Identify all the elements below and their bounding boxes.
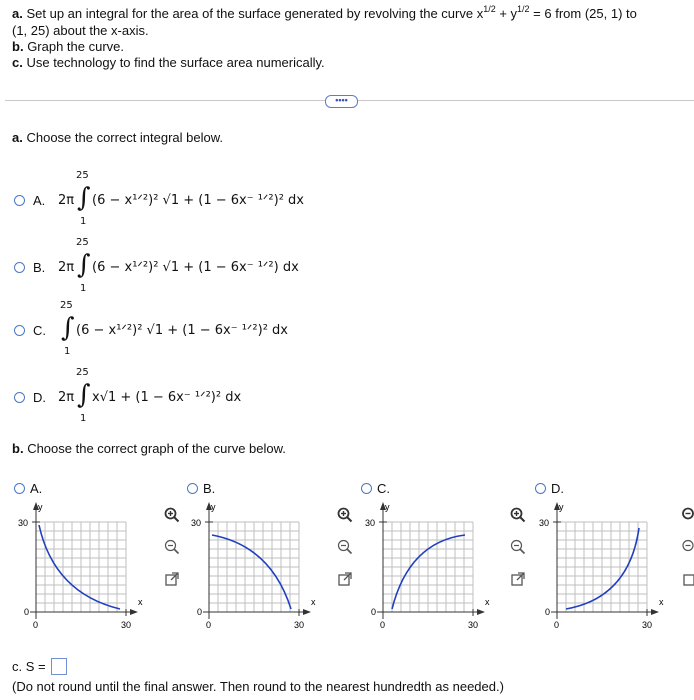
- x-tick-0: 0: [380, 620, 386, 630]
- graph-c: [365, 498, 505, 633]
- y-tick-0: 0: [197, 607, 203, 617]
- question-part-a: a. Set up an integral for the area of the surface generated by revolving the curve $x^{1/2} + y^{1/2} = 6$ from (25, 1) to: [12, 4, 637, 21]
- x-tick-30: 30: [468, 620, 479, 630]
- radio-option-d[interactable]: [14, 392, 25, 403]
- option-a-lower-limit: 1: [80, 216, 87, 227]
- radio-option-c[interactable]: [14, 325, 25, 336]
- option-d-integrand: x√1 + (1 − 6x⁻ ¹ᐟ²)² dx: [92, 390, 242, 405]
- popout-icon[interactable]: [337, 571, 353, 587]
- x-axis-label: x: [311, 597, 316, 607]
- zoom-in-icon[interactable]: [164, 507, 180, 523]
- x-tick-30: 30: [121, 620, 132, 630]
- option-b-letter: B.: [33, 260, 46, 275]
- x-tick-30: 30: [642, 620, 653, 630]
- option-b-upper-limit: 25: [76, 237, 89, 248]
- x-tick-0: 0: [206, 620, 212, 630]
- zoom-out-icon[interactable]: [510, 539, 526, 555]
- x-axis-label: x: [138, 597, 143, 607]
- question-part-c: c. Use technology to find the surface area numerically.: [12, 55, 325, 70]
- curve-b: [212, 535, 291, 609]
- zoom-out-icon[interactable]: [337, 539, 353, 555]
- option-a-upper-limit: 25: [76, 170, 89, 181]
- radio-graph-d[interactable]: [535, 483, 546, 494]
- y-axis-label: y: [211, 502, 216, 512]
- option-b-prefix: 2π: [58, 260, 75, 275]
- y-axis-label: y: [38, 502, 43, 512]
- option-d-prefix: 2π: [58, 390, 75, 405]
- graph-b: [191, 498, 331, 633]
- radio-graph-c[interactable]: [361, 483, 372, 494]
- section-c-label: c. S =: [12, 659, 46, 674]
- option-d-upper-limit: 25: [76, 367, 89, 378]
- graph-a-letter: A.: [30, 481, 43, 496]
- zoom-in-icon[interactable]: [337, 507, 353, 523]
- radio-graph-b[interactable]: [187, 483, 198, 494]
- option-a-integrand: (6 − x¹ᐟ²)² √1 + (1 − 6x⁻ ¹ᐟ²)² dx: [92, 193, 304, 208]
- y-tick-30: 30: [18, 518, 29, 528]
- zoom-in-icon[interactable]: [510, 507, 526, 523]
- question-part-b: b. Graph the curve.: [12, 39, 125, 54]
- graph-d-letter: D.: [551, 481, 564, 496]
- x-tick-30: 30: [294, 620, 305, 630]
- radio-option-b[interactable]: [14, 262, 25, 273]
- y-axis-label: y: [385, 502, 390, 512]
- expand-button[interactable]: ••••: [325, 95, 358, 108]
- graph-c-letter: C.: [377, 481, 390, 496]
- x-tick-0: 0: [33, 620, 39, 630]
- y-tick-0: 0: [545, 607, 551, 617]
- option-c-upper-limit: 25: [60, 300, 73, 311]
- option-c-letter: C.: [33, 323, 46, 338]
- zoom-out-icon[interactable]: [680, 539, 694, 555]
- option-c-lower-limit: 1: [64, 346, 71, 357]
- option-b-lower-limit: 1: [80, 283, 87, 294]
- section-b-prompt: b. Choose the correct graph of the curve below.: [12, 441, 286, 456]
- y-axis-label: y: [559, 502, 564, 512]
- graph-d: [539, 498, 679, 633]
- x-tick-0: 0: [554, 620, 560, 630]
- integral-sign-icon: ∫: [77, 250, 91, 280]
- radio-graph-a[interactable]: [14, 483, 25, 494]
- popout-icon[interactable]: [164, 571, 180, 587]
- y-tick-0: 0: [24, 607, 30, 617]
- y-tick-0: 0: [371, 607, 377, 617]
- option-a-prefix: 2π: [58, 193, 75, 208]
- popout-icon[interactable]: [680, 571, 694, 587]
- question-part-a-line2: (1, 25) about the x-axis.: [12, 23, 149, 38]
- y-tick-30: 30: [365, 518, 376, 528]
- zoom-in-icon[interactable]: [680, 507, 694, 523]
- option-c-integrand: (6 − x¹ᐟ²)² √1 + (1 − 6x⁻ ¹ᐟ²)² dx: [76, 323, 288, 338]
- option-b-integrand: (6 − x¹ᐟ²)² √1 + (1 − 6x⁻ ¹ᐟ²) dx: [92, 260, 299, 275]
- y-tick-30: 30: [191, 518, 202, 528]
- y-tick-30: 30: [539, 518, 550, 528]
- graph-b-letter: B.: [203, 481, 216, 496]
- integral-sign-icon: ∫: [77, 380, 91, 410]
- radio-option-a[interactable]: [14, 195, 25, 206]
- zoom-out-icon[interactable]: [164, 539, 180, 555]
- integral-sign-icon: ∫: [61, 313, 75, 343]
- x-axis-label: x: [485, 597, 490, 607]
- integral-sign-icon: ∫: [77, 183, 91, 213]
- popout-icon[interactable]: [510, 571, 526, 587]
- section-a-prompt: a. Choose the correct integral below.: [12, 130, 224, 145]
- graph-a: [18, 498, 158, 633]
- option-d-lower-limit: 1: [80, 413, 87, 424]
- section-c-note: (Do not round until the final answer. Then round to the nearest hundredth as needed.): [12, 679, 504, 694]
- option-a-letter: A.: [33, 193, 46, 208]
- option-d-letter: D.: [33, 390, 46, 405]
- x-axis-label: x: [659, 597, 664, 607]
- surface-area-input[interactable]: [51, 658, 67, 675]
